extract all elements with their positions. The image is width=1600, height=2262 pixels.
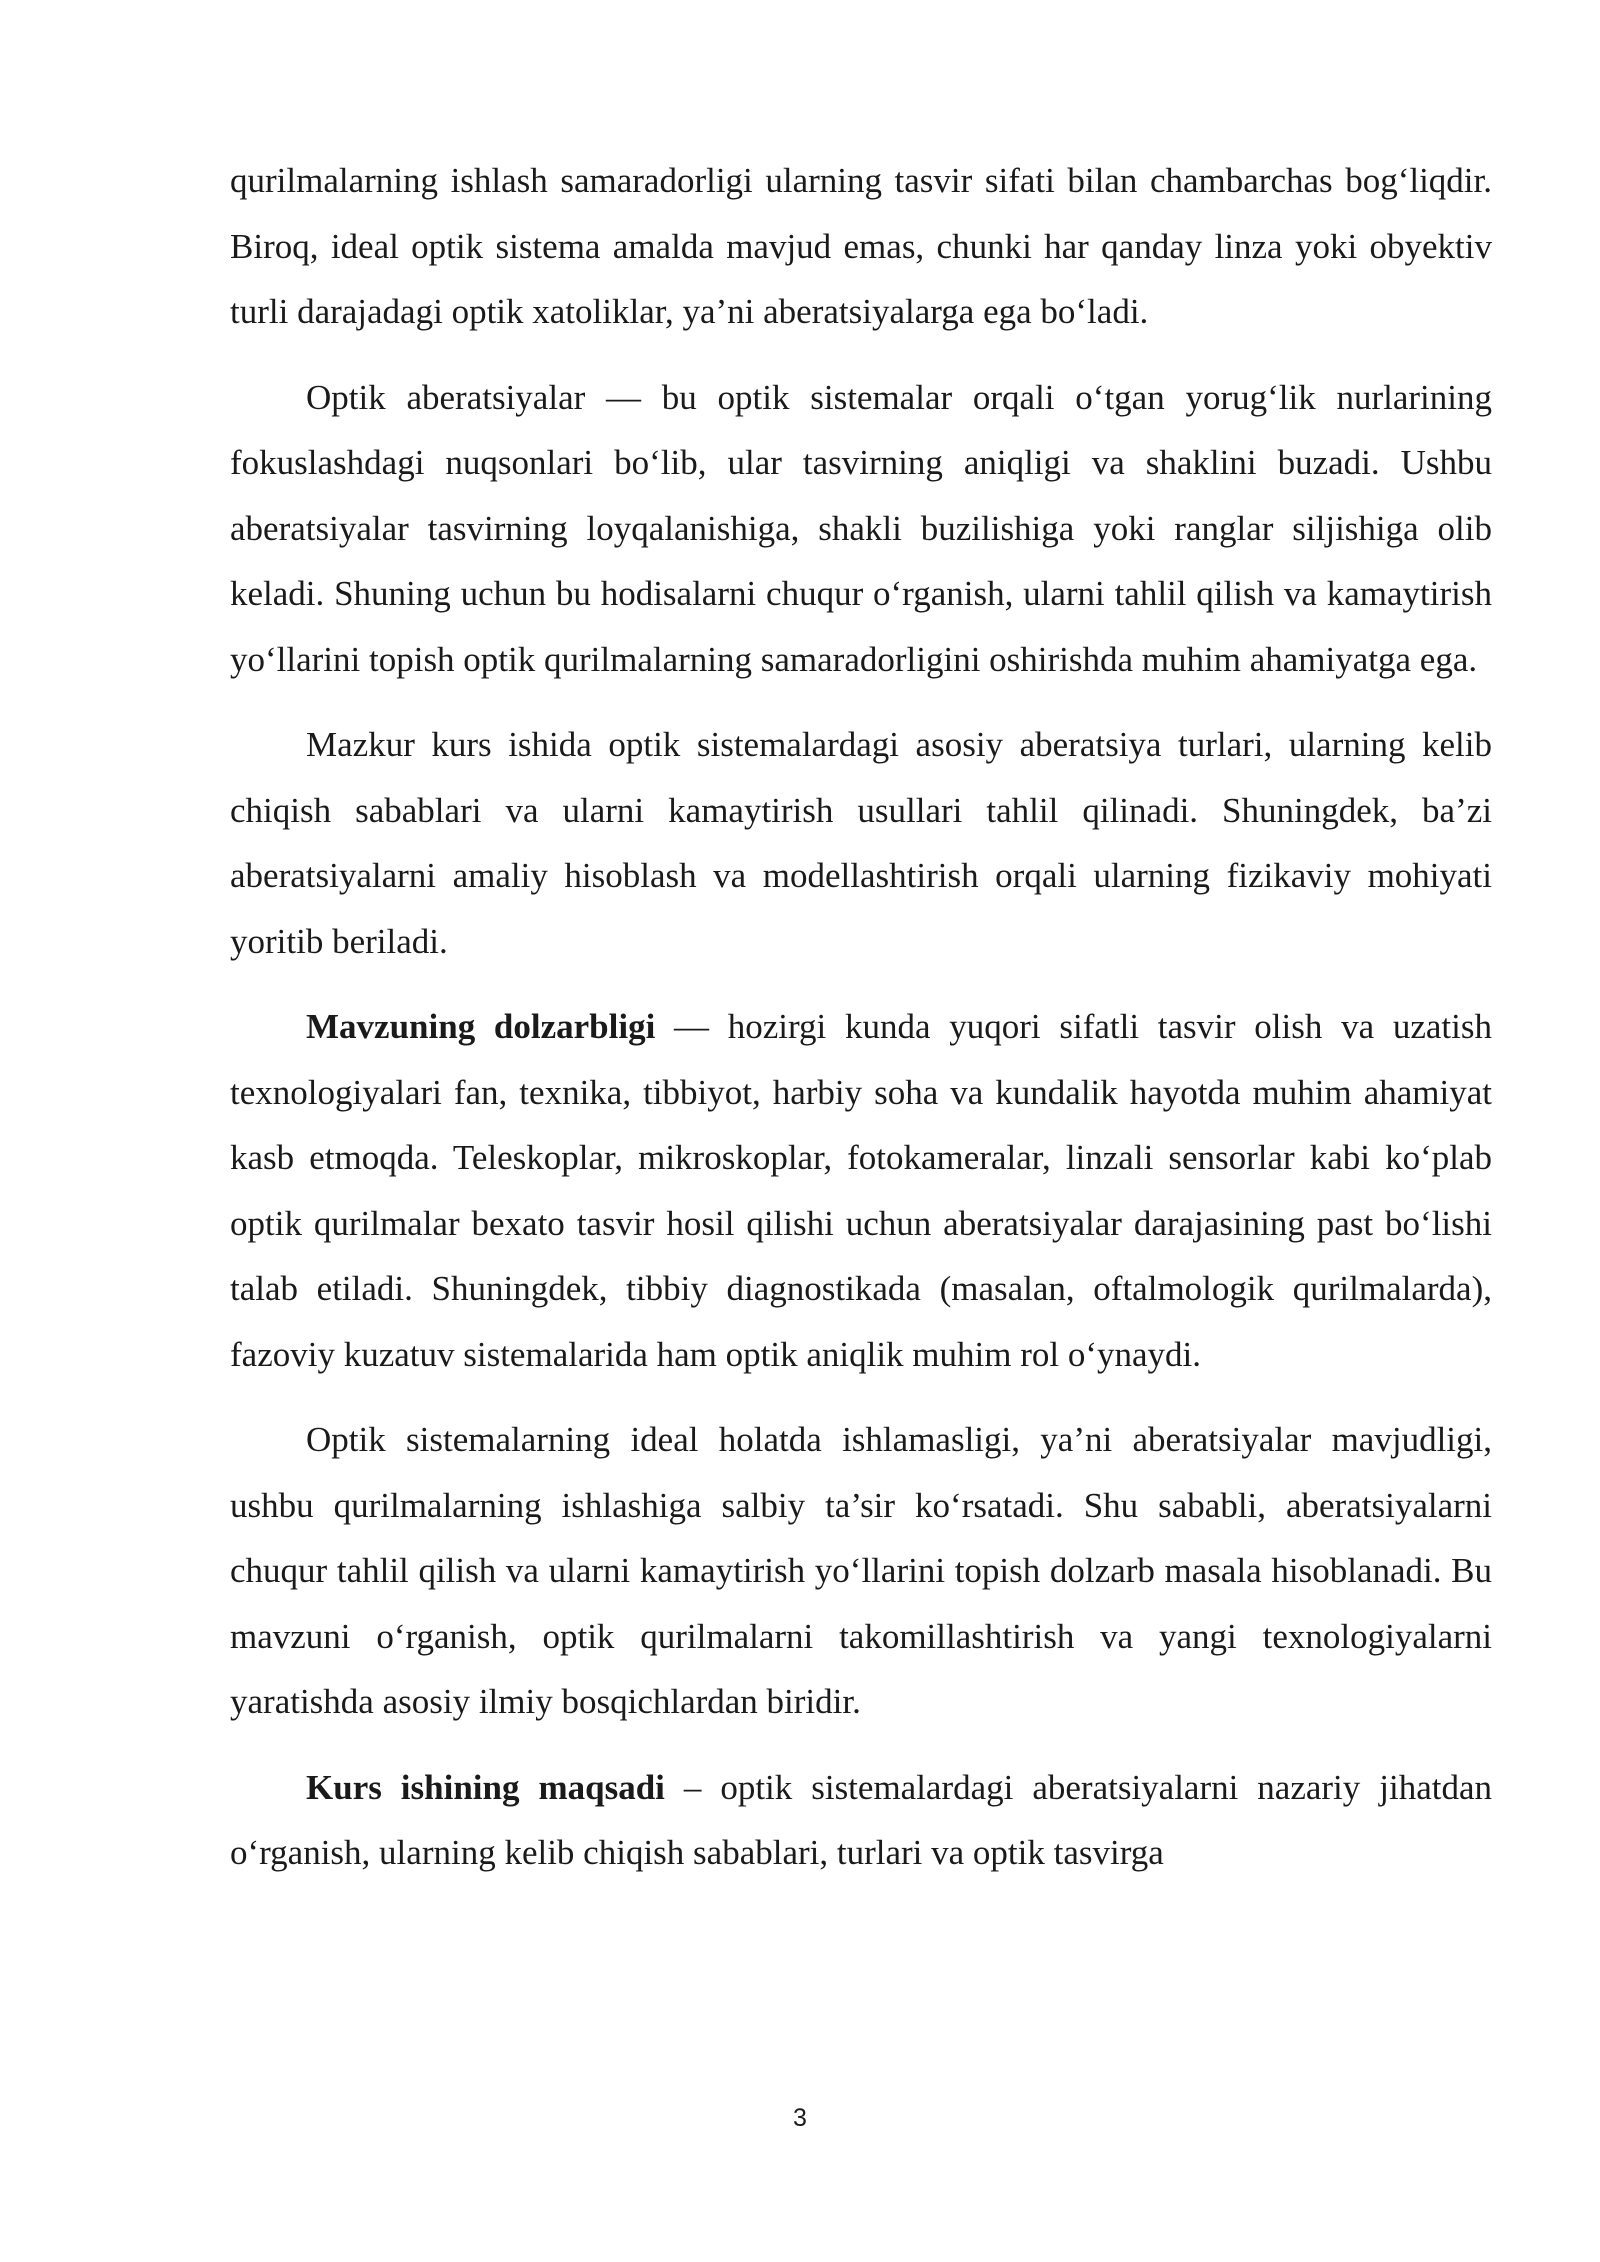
- goal-text: – optik sistemalardagi aberatsiyalarni nazariy jihatdan o‘rganish, ularning kelib chiqish sabablari, turlari va optik tasvirga: [230, 1767, 1492, 1872]
- paragraph-3-text: Mazkur kurs ishida optik sistemalardagi asosiy aberatsiya turlari, ularning kelib chiqish sabablari va ularni kamaytirish usullari tahlil qilinadi. Shuningdek, ba’zi aberatsiyalarni amaliy hisoblash va modellashtirish orqali ularning fizikaviy mohiyati yoritib beriladi.: [230, 725, 1492, 961]
- paragraph-2-text: Optik aberatsiyalar — bu optik sistemalar orqali o‘tgan yorug‘lik nurlarining fokuslashdagi nuqsonlari bo‘lib, ular tasvirning aniqligi va shaklini buzadi. Ushbu aberatsiyalar tasvirning loyqalanishiga, shakli buzilishiga yoki ranglar siljishiga olib keladi. Shuning uchun bu hodisalarni chuqur o‘rganish, ularni tahlil qilish va kamaytirish yo‘llarini topish optik qurilmalarning samaradorligini oshirishda muhim ahamiyatga ega.: [230, 377, 1492, 679]
- goal-heading: Kurs ishining maqsadi: [306, 1767, 665, 1807]
- paragraph-5: [230, 1407, 1492, 1735]
- paragraph-goal: [230, 1755, 1492, 1886]
- paragraph-2: [230, 365, 1492, 693]
- page-body: [230, 148, 1492, 1906]
- paragraph-1: [230, 148, 1492, 345]
- paragraph-3: [230, 712, 1492, 974]
- relevance-heading: Mavzuning dolzarbligi: [306, 1007, 656, 1046]
- page-number: 3: [793, 2104, 807, 2132]
- paragraph-relevance: [230, 994, 1492, 1387]
- paragraph-1-text: qurilmalarning ishlash samaradorligi ularning tasvir sifati bilan chambarchas bog‘liqdir. Biroq, ideal optik sistema amalda mavjud emas, chunki har qanday linza yoki obyektiv turli darajadagi optik xatoliklar, ya’ni aberatsiyalarga ega bo‘ladi.: [230, 161, 1492, 331]
- relevance-text: — hozirgi kunda yuqori sifatli tasvir olish va uzatish texnologiyalari fan, texnika, tibbiyot, harbiy soha va kundalik hayotda muhim ahamiyat kasb etmoqda. Teleskoplar, mikroskoplar, fotokameralar, linzali sensorlar kabi ko‘plab optik qurilmalar bexato tasvir hosil qilishi uchun aberatsiyalar darajasining past bo‘lishi talab etiladi. Shuningdek, tibbiy diagnostikada (masalan, oftalmologik qurilmalarda), fazoviy kuzatuv sistemalarida ham optik aniqlik muhim rol o‘ynaydi.: [230, 1007, 1492, 1374]
- paragraph-5-text: Optik sistemalarning ideal holatda ishlamasligi, ya’ni aberatsiyalar mavjudligi, ushbu qurilmalarning ishlashiga salbiy ta’sir ko‘rsatadi. Shu sababli, aberatsiyalarni chuqur tahlil qilish va ularni kamaytirish yo‘llarini topish dolzarb masala hisoblanadi. Bu mavzuni o‘rganish, optik qurilmalarni takomillashtirish va yangi texnologiyalarni yaratishda asosiy ilmiy bosqichlardan biridir.: [230, 1420, 1492, 1721]
